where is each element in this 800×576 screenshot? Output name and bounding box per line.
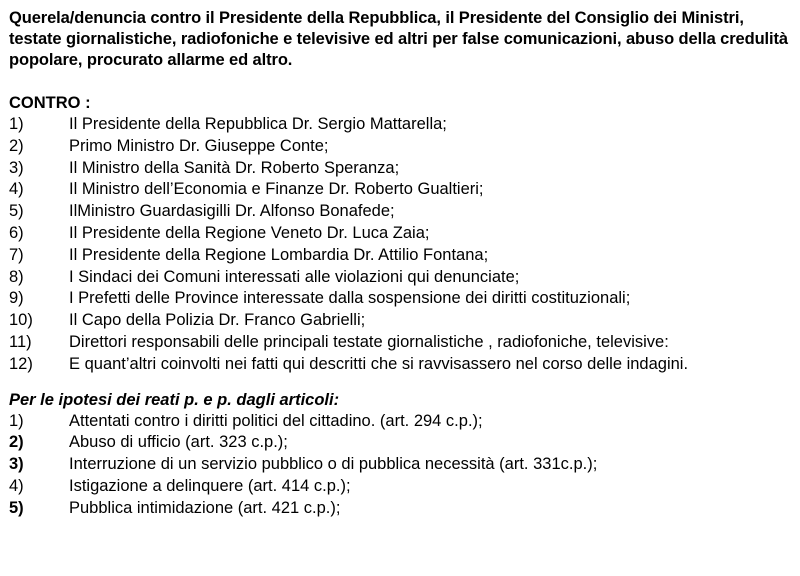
item-number: 3): [9, 455, 24, 474]
item-text: Direttori responsabili delle principali testate giornalistiche , radiofoniche, televisive:: [69, 332, 669, 351]
item-text: Abuso di ufficio (art. 323 c.p.);: [69, 433, 288, 452]
item-text: Attentati contro i diritti politici del cittadino. (art. 294 c.p.);: [69, 411, 483, 430]
item-text: Il Ministro della Sanità Dr. Roberto Speranza;: [69, 158, 400, 177]
list-item: [9, 136, 800, 158]
item-text: E quant’altri coinvolti nei fatti qui descritti che si ravvisassero nel corso delle indagini.: [69, 354, 689, 373]
document-title: Querela/denuncia contro il Presidente della Repubblica, il Presidente del Consiglio dei Ministri, testate giornalistiche, radiofoniche e televisive ed altri per false comunicazioni, abuso della credulità popolare, procurato allarme ed altro.: [9, 9, 788, 69]
item-number: 3): [9, 158, 24, 177]
item-text: Il Presidente della Regione Veneto Dr. Luca Zaia;: [69, 223, 430, 242]
item-text: Il Presidente della Regione Lombardia Dr. Attilio Fontana;: [69, 245, 489, 264]
list-item: [9, 114, 800, 136]
item-number: 11): [9, 332, 32, 351]
list-item: [9, 201, 800, 223]
item-text: IlMinistro Guardasigilli Dr. Alfonso Bonafede;: [69, 202, 395, 221]
list-item: [9, 332, 800, 354]
offenses-heading: Per le ipotesi dei reati p. e p. dagli articoli:: [9, 390, 340, 409]
item-text: I Sindaci dei Comuni interessati alle violazioni qui denunciate;: [69, 267, 520, 286]
item-text: Pubblica intimidazione (art. 421 c.p.);: [69, 498, 341, 517]
item-number: 4): [9, 476, 24, 495]
offenses-list: [9, 411, 800, 520]
list-item: [9, 454, 800, 476]
list-item: [9, 310, 800, 332]
item-number: 2): [9, 433, 24, 452]
item-text: Il Ministro dell’Economia e Finanze Dr. Roberto Gualtieri;: [69, 180, 484, 199]
item-text: Primo Ministro Dr. Giuseppe Conte;: [69, 136, 329, 155]
contro-label: CONTRO :: [9, 94, 91, 112]
list-item: [9, 245, 800, 267]
list-item: [9, 179, 800, 201]
item-number: 7): [9, 245, 24, 264]
item-number: 8): [9, 267, 24, 286]
list-item: [9, 223, 800, 245]
list-item: [9, 432, 800, 454]
item-text: Interruzione di un servizio pubblico o di pubblica necessità (art. 331c.p.);: [69, 455, 598, 474]
item-number: 12): [9, 354, 33, 373]
item-number: 5): [9, 202, 24, 221]
defendants-list: [9, 114, 800, 376]
item-number: 10): [9, 311, 33, 330]
item-number: 1): [9, 115, 24, 133]
list-item: [9, 158, 800, 180]
item-text: Istigazione a delinquere (art. 414 c.p.);: [69, 476, 351, 495]
item-number: 4): [9, 180, 24, 199]
list-item: [9, 498, 800, 520]
list-item: [9, 476, 800, 498]
list-item: [9, 267, 800, 289]
item-number: 9): [9, 289, 24, 308]
item-text: Il Presidente della Repubblica Dr. Sergio Mattarella;: [69, 115, 447, 133]
list-item: [9, 288, 800, 310]
item-number: 2): [9, 136, 24, 155]
item-number: 5): [9, 498, 24, 517]
item-number: 1): [9, 411, 24, 430]
item-number: 6): [9, 223, 24, 242]
item-text: Il Capo della Polizia Dr. Franco Gabrielli;: [69, 311, 366, 330]
list-item: [9, 411, 800, 433]
item-text: I Prefetti delle Province interessate dalla sospensione dei diritti costituzionali;: [69, 289, 631, 308]
list-item: [9, 354, 800, 376]
